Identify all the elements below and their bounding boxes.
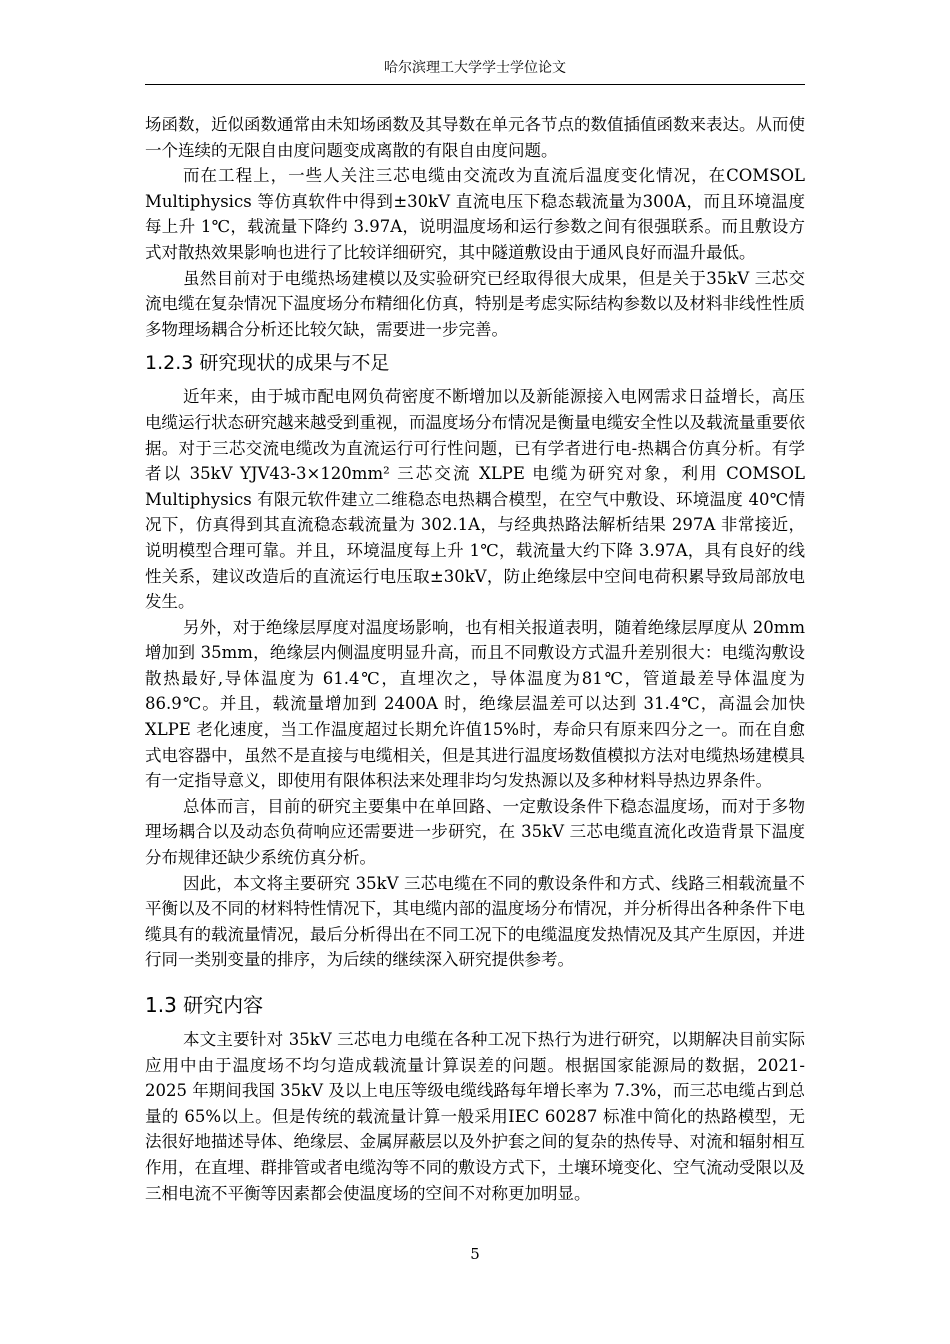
paragraph-continued: 场函数，近似函数通常由未知场函数及其导数在单元各节点的数值插值函数来表达。从而使一个连续的无限自由度问题变成离散的有限自由度问题。 bbox=[145, 115, 805, 160]
paragraph-gap: 虽然目前对于电缆热场建模以及实验研究已经取得很大成果，但是关于35kV 三芯交流电缆在复杂情况下温度场分布精细化仿真，特别是考虑实际结构参数以及材料非线性性质多物理场耦合分析还比较欠缺，需要进一步完善。 bbox=[145, 268, 805, 339]
page-body bbox=[145, 112, 805, 1206]
paragraph-engineering: 而在工程上，一些人关注三芯电缆由交流改为直流后温度变化情况，在COMSOL Multiphysics 等仿真软件中得到±30kV 直流电压下稳态载流量为300A，而且环境温度每上升 1℃，载流量下降约 3.97A，说明温度场和运行参数之间有很强联系。而且敷设方式对散热效果影响也进行了比较详细研究，其中隧道敷设由于通风良好而温升最低。 bbox=[145, 166, 805, 262]
page-number: 5 bbox=[470, 1245, 480, 1263]
header-rule bbox=[145, 84, 805, 85]
paragraph-recent-research: 近年来，由于城市配电网负荷密度不断增加以及新能源接入电网需求日益增长，高压电缆运行状态研究越来越受到重视，而温度场分布情况是衡量电缆安全性以及载流量重要依据。对于三芯交流电缆改为直流运行可行性问题，已有学者进行电-热耦合仿真分析。有学者以 35kV YJV43-3×120mm² 三芯交流 XLPE 电缆为研究对象，利用 COMSOL Multiphysics 有限元软件建立二维稳态电热耦合模型，在空气中敷设、环境温度 40℃情况下，仿真得到其直流稳态载流量为 302.1A，与经典热路法解析结果 297A 非常接近，说明模型合理可靠。并且，环境温度每上升 1℃，载流量大约下降 3.97A，具有良好的线性关系，建议改造后的直流运行电压取±30kV，防止绝缘层中空间电荷积累导致局部放电发生。 bbox=[145, 387, 805, 612]
paragraph-research-content: 本文主要针对 35kV 三芯电力电缆在各种工况下热行为进行研究，以期解决目前实际应用中由于温度场不均匀造成载流量计算误差的问题。根据国家能源局的数据，2021-2025 年期间我国 35kV 及以上电压等级电缆线路每年增长率为 7.3%，而三芯电缆占到总量的 65%以上。但是传统的载流量计算一般采用IEC 60287 标准中简化的热路模型，无法很好地描述导体、绝缘层、金属屏蔽层以及外护套之间的复杂的热传导、对流和辐射相互作用，在直埋、群排管或者电缆沟等不同的敷设方式下，土壤环境变化、空气流动受限以及三相电流不平衡等因素都会使温度场的空间不对称更加明显。 bbox=[145, 1030, 805, 1203]
paragraph-aim: 因此，本文将主要研究 35kV 三芯电缆在不同的敷设条件和方式、线路三相载流量不平衡以及不同的材料特性情况下，其电缆内部的温度场分布情况，并分析得出各种条件下电缆具有的载流量情况，最后分析得出在不同工况下的电缆温度发热情况及其产生原因，并进行同一类别变量的排序，为后续的继续深入研究提供参考。 bbox=[145, 873, 805, 970]
running-header: 哈尔滨理工大学学士学位论文 bbox=[384, 60, 566, 76]
section-heading-1-2-3: 1.2.3 研究现状的成果与不足 bbox=[145, 352, 390, 375]
paragraph-insulation: 另外，对于绝缘层厚度对温度场影响，也有相关报道表明，随着绝缘层厚度从 20mm 增加到 35mm，绝缘层内侧温度明显升高，而且不同敷设方式温升差别很大：电缆沟敷设散热最好,导体温度为 61.4℃，直埋次之，导体温度为81℃，管道最差导体温度为 86.9℃。并且，载流量增加到 2400A 时，绝缘层温差可以达到 31.4℃，高温会加快 XLPE 老化速度，当工作温度超过长期允许值15%时，寿命只有原来四分之一。而在自愈式电容器中，虽然不是直接与电缆相关，但是其进行温度场数值模拟方法对电缆热场建模具有一定指导意义，即使用有限体积法来处理非均匀发热源以及多种材料导热边界条件。 bbox=[145, 617, 805, 791]
paragraph-summary: 总体而言，目前的研究主要集中在单回路、一定敷设条件下稳态温度场，而对于多物理场耦合以及动态负荷响应还需要进一步研究，在 35kV 三芯电缆直流化改造背景下温度分布规律还缺少系统仿真分析。 bbox=[145, 796, 805, 868]
section-heading-1-3: 1.3 研究内容 bbox=[145, 993, 264, 1017]
